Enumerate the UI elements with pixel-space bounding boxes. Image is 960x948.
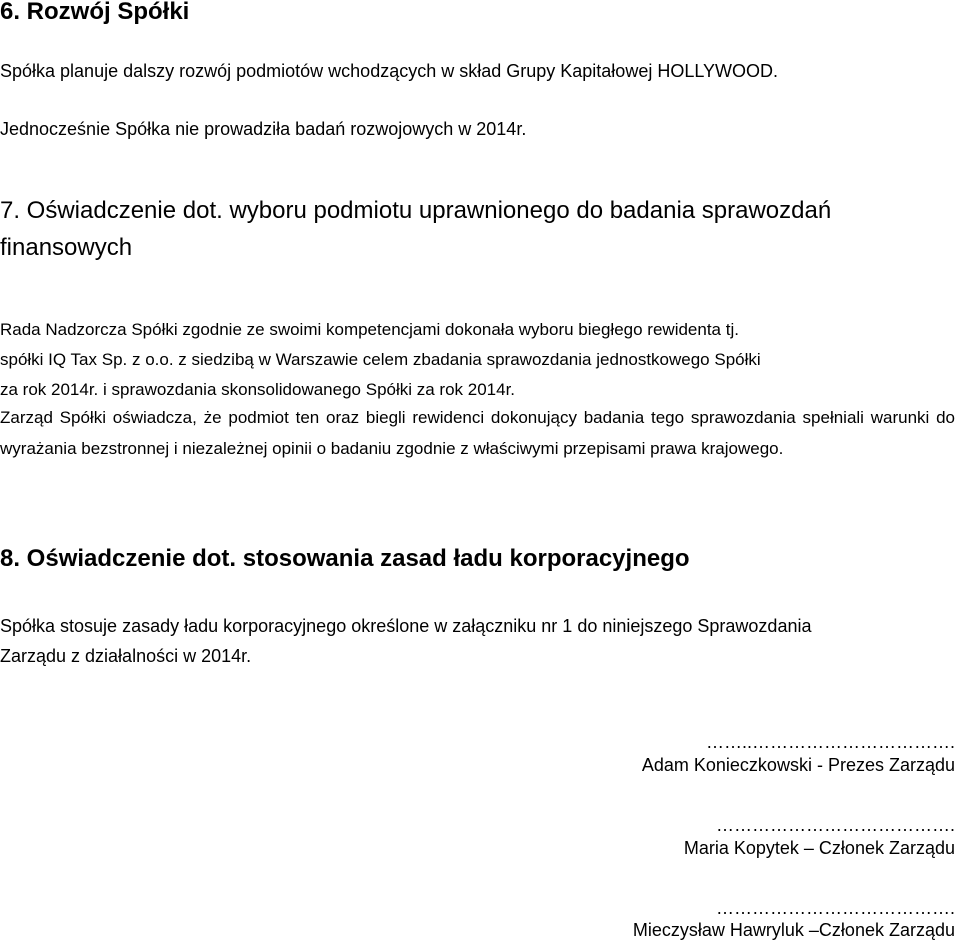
section-7-para-1-line-2: spółki IQ Tax Sp. z o.o. z siedzibą w Warszawie celem zbadania sprawozdania jednostkowego Spółki	[0, 350, 761, 369]
signature-2-name: Maria Kopytek – Członek Zarządu	[683, 838, 955, 858]
section-7-para-1-line-3: za rok 2014r. i sprawozdania skonsolidowanego Spółki za rok 2014r.	[0, 380, 516, 399]
signature-1-dots: ……..…………………………….	[705, 732, 955, 752]
section-7-heading-line-2: finansowych	[0, 234, 133, 261]
signature-2-dots: ………………………………….	[715, 815, 955, 835]
section-8-line-2: Zarządu z działalności w 2014r.	[0, 646, 252, 666]
section-7-para-1-line-1: Rada Nadzorcza Spółki zgodnie ze swoimi kompetencjami dokonała wyboru biegłego rewidenta tj.	[0, 320, 739, 339]
section-7-para-2: Zarząd Spółki oświadcza, że podmiot ten oraz biegli rewidenci dokonujący badania tego sprawozdania spełniali warunki do wyrażania bezstronnej i niezależnej opinii o badaniu zgodnie z właściwymi przepisami prawa krajowego.	[0, 408, 955, 458]
section-6-line-2: Jednocześnie Spółka nie prowadziła badań rozwojowych w 2014r.	[0, 119, 527, 139]
signature-3-dots: ………………………………….	[715, 898, 955, 918]
section-6-line-1: Spółka planuje dalszy rozwój podmiotów wchodzących w skład Grupy Kapitałowej HOLLYWOOD.	[0, 61, 779, 81]
section-8-line-1: Spółka stosuje zasady ładu korporacyjnego określone w załączniku nr 1 do niniejszego Sprawozdania	[0, 616, 812, 636]
section-7-heading-line-1: 7. Oświadczenie dot. wyboru podmiotu uprawnionego do badania sprawozdań	[0, 197, 832, 224]
signature-3-name: Mieczysław Hawryluk –Członek Zarządu	[632, 920, 955, 940]
section-8-heading: 8. Oświadczenie dot. stosowania zasad ładu korporacyjnego	[0, 545, 690, 572]
signature-1-name: Adam Konieczkowski - Prezes Zarządu	[641, 755, 955, 775]
section-6-heading: 6. Rozwój Spółki	[0, 0, 190, 25]
